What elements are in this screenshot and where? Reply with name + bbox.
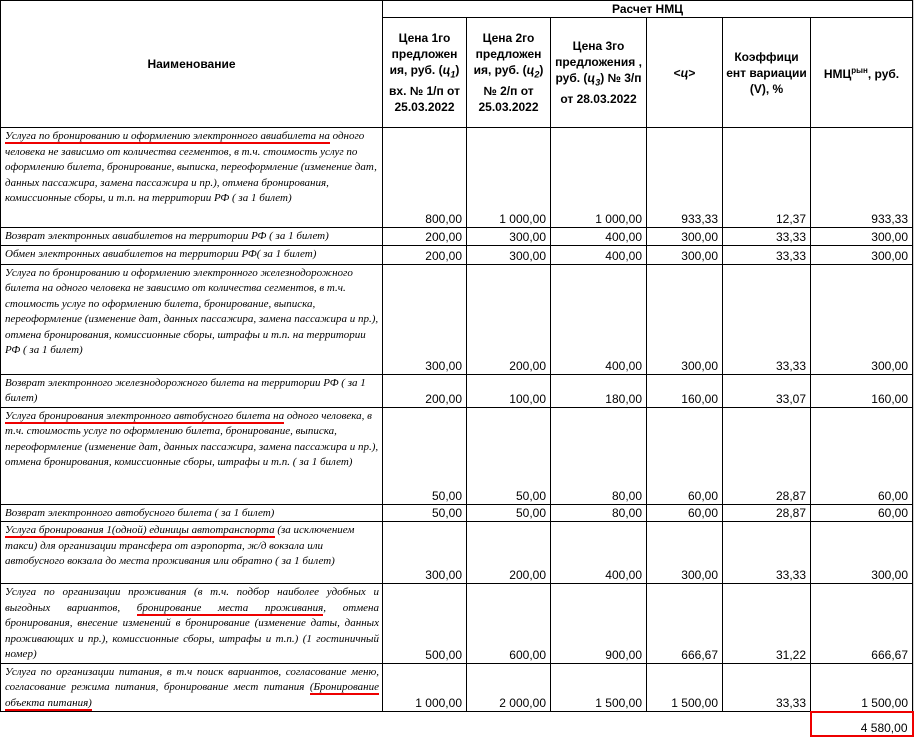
service-name [1, 264, 383, 374]
avg-price-cell: 60,00 [647, 407, 723, 504]
avg-price-header: <ц> [647, 18, 723, 128]
price3-cell: 400,00 [551, 264, 647, 374]
price1-cell: 300,00 [383, 522, 467, 584]
price2-cell: 300,00 [467, 245, 551, 264]
price3-cell: 400,00 [551, 228, 647, 246]
nmc-cell: 300,00 [811, 245, 913, 264]
nmc-cell: 666,67 [811, 584, 913, 664]
variation-coef-header: Коэффици ент вариации (V), % [723, 18, 811, 128]
service-name [1, 128, 383, 228]
avg-price-cell: 300,00 [647, 264, 723, 374]
variation-coef-cell: 33,07 [723, 374, 811, 407]
variation-coef-cell: 33,33 [723, 264, 811, 374]
price3-cell: 80,00 [551, 407, 647, 504]
price2-cell: 1 000,00 [467, 128, 551, 228]
service-name [1, 228, 383, 246]
nmc-cell: 300,00 [811, 228, 913, 246]
price2-cell: 2 000,00 [467, 663, 551, 712]
avg-price-cell: 933,33 [647, 128, 723, 228]
table-row [1, 374, 913, 407]
nmc-cell: 300,00 [811, 522, 913, 584]
highlighted-text: Услуга бронирования электронного автобусного билета на [5, 409, 285, 422]
price1-cell: 200,00 [383, 228, 467, 246]
table-row [1, 228, 913, 246]
price1-header: Цена 1го предложен ия, руб. $(ц_1)$ вх. № 1/п от 25.03.2022 [383, 18, 467, 128]
service-text: Обмен электронных авиабилетов на территории РФ( за 1 билет) [5, 247, 317, 260]
service-text: , отмена бронирования, внесение изменений в бронирование (изменение даты, данных проживающих и пр.), комиссионные сборы, штрафы и т.п.) (1 гостиничный номер) [5, 601, 379, 660]
price1-cell: 50,00 [383, 407, 467, 504]
variation-coef-cell: 28,87 [723, 504, 811, 522]
service-name [1, 584, 383, 664]
highlighted-text: бронирование места проживания [136, 601, 324, 614]
avg-price-cell: 300,00 [647, 522, 723, 584]
avg-price-cell: 666,67 [647, 584, 723, 664]
nmc-cell: 160,00 [811, 374, 913, 407]
avg-price-cell: 300,00 [647, 245, 723, 264]
price1-cell: 300,00 [383, 264, 467, 374]
table-row [1, 504, 913, 522]
total-row [1, 712, 913, 736]
nmc-cell: 60,00 [811, 407, 913, 504]
service-name [1, 374, 383, 407]
price2-cell: 300,00 [467, 228, 551, 246]
table-row [1, 264, 913, 374]
variation-coef-cell: 33,33 [723, 663, 811, 712]
price3-cell: 1 000,00 [551, 128, 647, 228]
service-text: одного человека, в т.ч. стоимость услуг по оформлению билета, бронирование, выписка, переоформление (изменение дат, данных пассажира, замена пассажира и пр.), отмена бронирования, комиссионные сборы, штрафы и т.п. ( за 1 билет) [5, 409, 379, 468]
price2-cell: 200,00 [467, 264, 551, 374]
price2-cell: 100,00 [467, 374, 551, 407]
price3-cell: 80,00 [551, 504, 647, 522]
price2-cell: 50,00 [467, 504, 551, 522]
header-row-group [1, 1, 913, 18]
service-name [1, 245, 383, 264]
name-column-header: Наименование [1, 1, 383, 128]
highlighted-text: Услуга по бронированию и оформлению электронного авиабилета на [5, 130, 330, 142]
avg-price-cell: 60,00 [647, 504, 723, 522]
table-row [1, 245, 913, 264]
price1-cell: 1 000,00 [383, 663, 467, 712]
price1-cell: 200,00 [383, 374, 467, 407]
service-name [1, 522, 383, 584]
price1-cell: 200,00 [383, 245, 467, 264]
variation-coef-cell: 12,37 [723, 128, 811, 228]
highlighted-text: Услуга бронирования 1(одной) единицы автотранспорта [5, 524, 275, 536]
price3-cell: 900,00 [551, 584, 647, 664]
price2-cell: 50,00 [467, 407, 551, 504]
table-row [1, 128, 913, 228]
total-nmc: 4 580,00 [811, 712, 913, 736]
variation-coef-cell: 31,22 [723, 584, 811, 664]
nmc-cell: 300,00 [811, 264, 913, 374]
service-name [1, 407, 383, 504]
nmc-cell: 1 500,00 [811, 663, 913, 712]
service-name [1, 504, 383, 522]
price2-cell: 600,00 [467, 584, 551, 664]
variation-coef-cell: 28,87 [723, 407, 811, 504]
price3-cell: 400,00 [551, 522, 647, 584]
service-text: одного человека не зависимо от количества сегментов, в т.ч. стоимость услуг по оформлению билета, бронирование, выписка, переоформление (изменение дат, данных пассажира, замена пассажира и пр.), отмена бронирования, комиссионные сборы, и т.п. на территории РФ ( за 1 билет) [5, 130, 377, 204]
variation-coef-cell: 33,33 [723, 228, 811, 246]
avg-price-cell: 1 500,00 [647, 663, 723, 712]
nmc-header: $НМЦ^{рын}$, руб. [811, 18, 913, 128]
highlighted-text: (Бронирование объекта питания) [5, 681, 379, 709]
price3-header: Цена 3го предложения , руб. $(ц_3)$ № 3/п от 28.03.2022 [551, 18, 647, 128]
service-text: Услуга по организации проживания (в т.ч. подбор наиболее удобных и выгодных вариантов, [5, 586, 379, 614]
variation-coef-cell: 33,33 [723, 522, 811, 584]
service-text: (за исключением такси) для организации трансфера от аэропорта, ж/д вокзала или автобусного вокзала до места проживания или обратно ( за 1 билет) [5, 524, 355, 567]
avg-price-cell: 300,00 [647, 228, 723, 246]
price1-cell: 500,00 [383, 584, 467, 664]
table-row [1, 522, 913, 584]
price2-header: Цена 2го предложен ия, руб. $(ц_2)$ № 2/п от 25.03.2022 [467, 18, 551, 128]
table-row [1, 663, 913, 712]
service-text: Возврат электронного автобусного билета ( за 1 билет) [5, 506, 275, 519]
nmc-calc-header: Расчет НМЦ [383, 1, 913, 18]
service-text: Возврат электронных авиабилетов на территории РФ ( за 1 билет) [5, 230, 329, 242]
price3-cell: 180,00 [551, 374, 647, 407]
price1-cell: 50,00 [383, 504, 467, 522]
table-row [1, 584, 913, 664]
service-text: Возврат электронного железнодорожного билета на территории РФ ( за 1 билет) [5, 376, 366, 404]
price2-cell: 200,00 [467, 522, 551, 584]
price3-cell: 1 500,00 [551, 663, 647, 712]
price1-cell: 800,00 [383, 128, 467, 228]
service-text: Услуга по организации питания, в т.ч поиск вариантов, согласование меню, согласование режима питания, бронирование мест питания [5, 665, 379, 693]
avg-price-cell: 160,00 [647, 374, 723, 407]
nmc-cell: 60,00 [811, 504, 913, 522]
service-text: Услуга по бронированию и оформлению электронного железнодорожного билета на одного человека не зависимо от количества сегментов, в т.ч. стоимость услуг по оформлению билета, бронирование, выписка, переоформление (изменение дат, данных пассажира, замена пассажира и пр.), отмена бронирования, комиссионные сборы, штрафы и т.п. на территории РФ ( за 1 билет) [5, 266, 379, 356]
service-name [1, 663, 383, 712]
price3-cell: 400,00 [551, 245, 647, 264]
variation-coef-cell: 33,33 [723, 245, 811, 264]
table-row [1, 407, 913, 504]
nmc-cell: 933,33 [811, 128, 913, 228]
